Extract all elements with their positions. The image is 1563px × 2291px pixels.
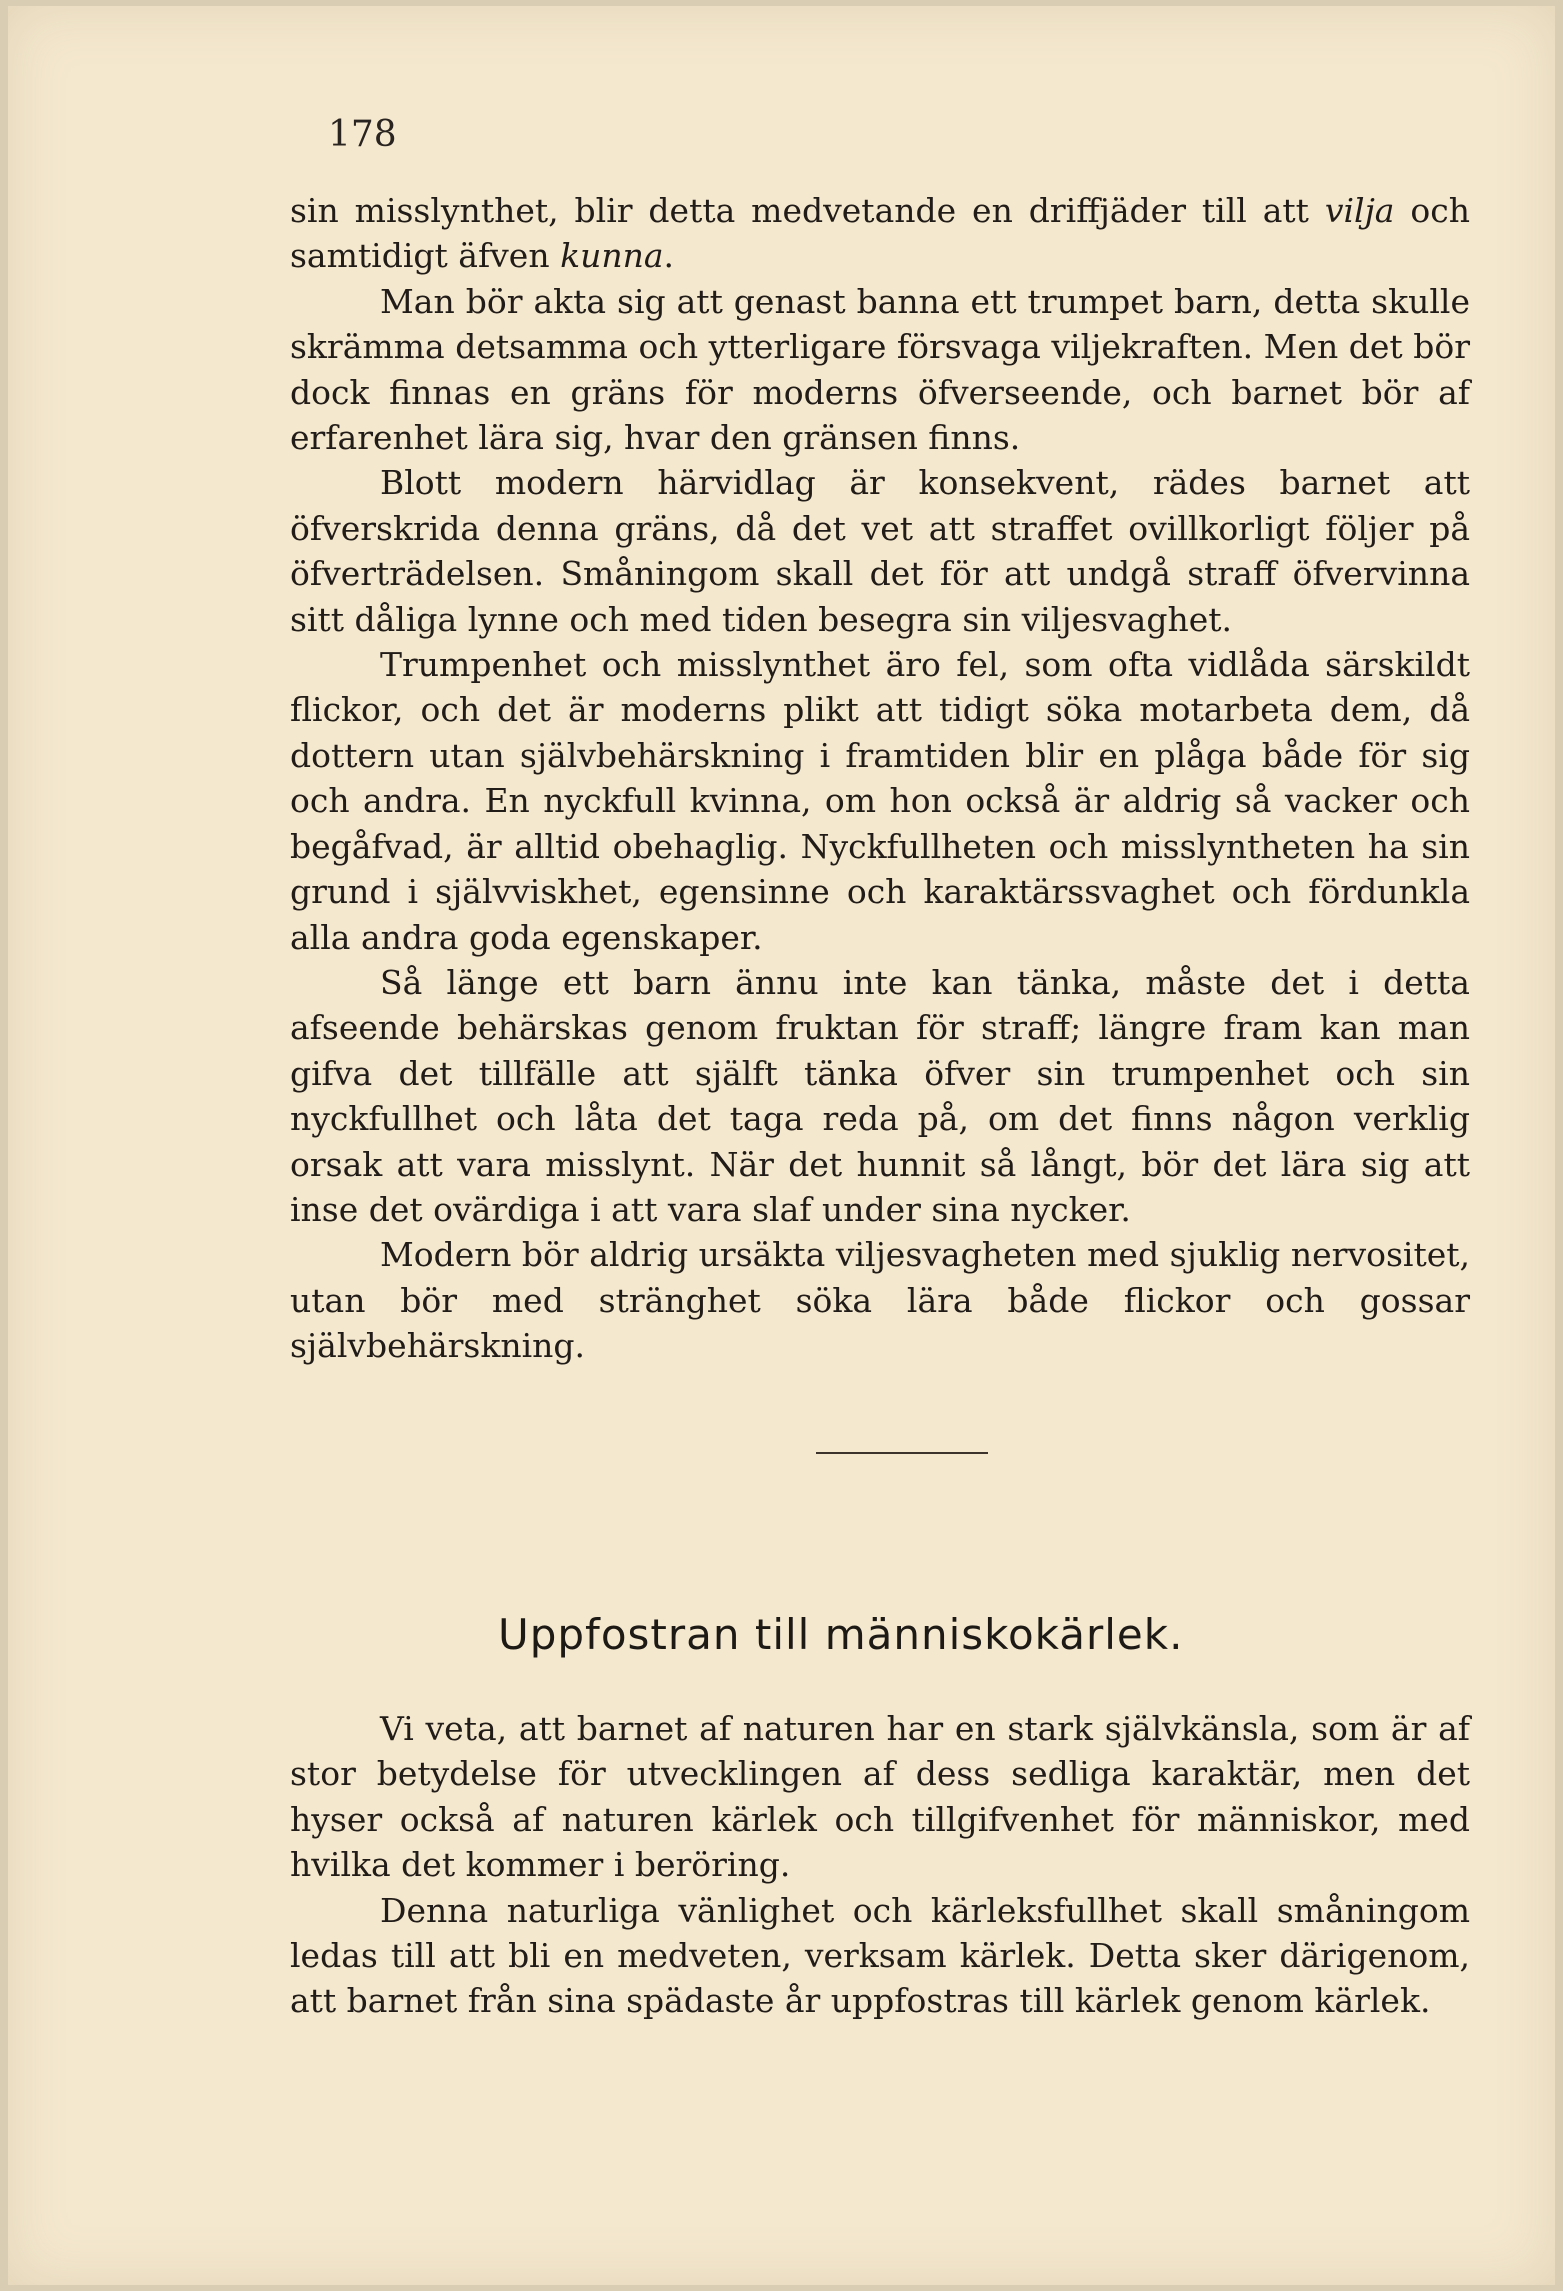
paragraph-5: Så länge ett barn ännu inte kan tänka, måste det i detta afseende behärskas genom fruktan för straff; längre fram kan man gifva det tillfälle att själft tänka öfver sin trumpenhet och sin nyckfullhet och låta det taga reda på, om det finns någon verklig orsak att vara misslynt. När det hunnit så långt, bör det lära sig att inse det ovärdiga i att vara slaf under sina nycker. bbox=[290, 962, 1470, 1229]
paragraph-3: Blott modern härvidlag är konsekvent, rädes barnet att öfverskrida denna gräns, då det vet att straffet ovillkorligt följer på öfverträdelsen. Småningom skall det för att undgå straff öfvervinna sitt dåliga lynne och med tiden besegra sin viljesvaghet. bbox=[290, 463, 1470, 639]
section2-body bbox=[290, 1706, 1470, 2024]
book-page bbox=[8, 6, 1555, 2285]
paragraph-8: Denna naturliga vänlighet och kärleksfullhet skall småningom ledas till att bli en medveten, verksam kärlek. Detta sker därigenom, att barnet från sina spädaste år uppfostras till kärlek genom kärlek. bbox=[290, 1890, 1470, 2021]
section1-body bbox=[290, 188, 1470, 1369]
text-run: . bbox=[663, 236, 675, 276]
section-divider bbox=[816, 1452, 988, 1454]
emphasis-vilja: vilja bbox=[1324, 191, 1395, 230]
text-run: sin misslynthet, blir detta medvetande en driffjäder till att bbox=[290, 191, 1325, 230]
text-run: och samtidigt äfven bbox=[290, 191, 1470, 276]
paragraph-2: Man bör akta sig att genast banna ett trumpet barn, detta skulle skrämma detsamma och ytterligare försvaga viljekraften. Men det bör dock finnas en gräns för moderns öfverseende, och barnet bör af erfarenhet lära sig, hvar den gränsen finns. bbox=[290, 281, 1470, 458]
paragraph-7: Vi veta, att barnet af naturen har en stark självkänsla, som är af stor betydelse för utvecklingen af dess sedliga karaktär, men det hyser också af naturen kärlek och tillgifvenhet för människor, med hvilka det kommer i beröring. bbox=[290, 1709, 1470, 1885]
paragraph-4: Trumpenhet och misslynthet äro fel, som ofta vidlåda särskildt flickor, och det är moderns plikt att tidigt söka motarbeta dem, då dottern utan självbehärskning i framtiden blir en plåga både för sig och andra. En nyckfull kvinna, om hon också är aldrig så vacker och begåfvad, är alltid obehaglig. Nyckfullheten och misslyntheten ha sin grund i självviskhet, egensinne och karaktärssvaghet och fördunkla alla andra goda egenskaper. bbox=[290, 645, 1470, 957]
paragraph-1 bbox=[290, 188, 1470, 279]
section-heading: Uppfostran till människokärlek. bbox=[498, 1610, 1184, 1659]
emphasis-kunna: kunna bbox=[560, 236, 664, 276]
paragraph-6: Modern bör aldrig ursäkta viljesvagheten med sjuklig nervositet, utan bör med stränghet söka lära både flickor och gossar självbehärskning. bbox=[290, 1235, 1470, 1366]
page-number: 178 bbox=[328, 114, 397, 155]
